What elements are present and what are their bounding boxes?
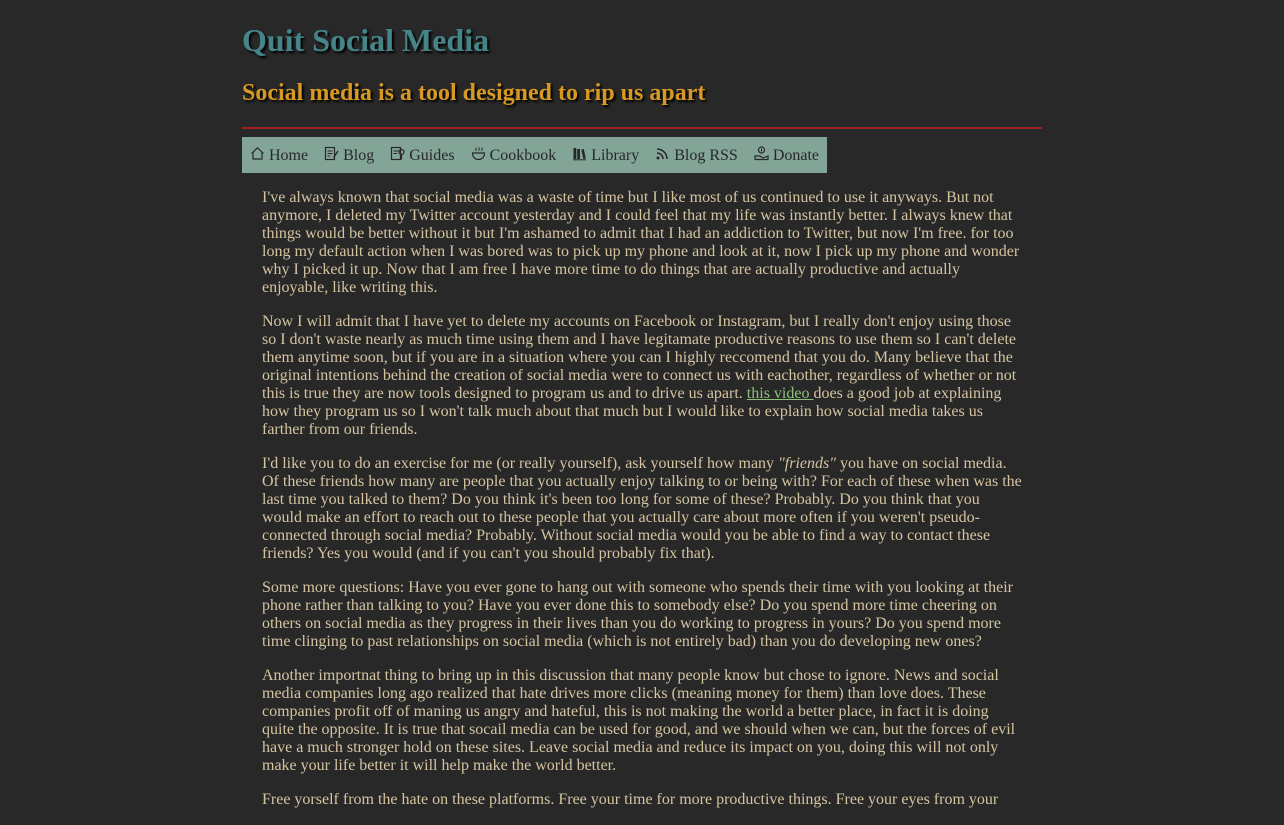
paragraph-text: you have on social media. Of these friends how many are people that you actually enjoy talking to or being with? For each of these when was the last time you talked to them? Do you think it's been too long for some of these? Probably. Do you think that you would make an effort to reach out to these people that you actually care about more often if you weren't pseudo-connected through social media? Probably. Without social media would you be able to find a way to contact these friends? Yes you would (and if you can't you should probably fix that). [262, 455, 1022, 562]
site-subtitle: Social media is a tool designed to rip us apart [242, 80, 706, 106]
paragraph-text: does a good job at explaining how they program us so I won't talk much about that much but I would like to explain how social media takes us farther from our friends. [262, 385, 1002, 438]
article-content [262, 189, 1022, 825]
site-title[interactable]: Quit Social Media [242, 22, 490, 58]
nav-item-label: Library [591, 147, 640, 164]
nav-item-label: Cookbook [489, 147, 557, 164]
main-nav [242, 137, 827, 173]
nav-item-blog-rss[interactable] [655, 145, 738, 165]
nav-item-donate[interactable] [754, 145, 819, 165]
nav-item-label: Guides [409, 147, 455, 164]
header-divider [242, 127, 1042, 129]
paragraph-5: Another importnat thing to bring up in this discussion that many people know but chose to ignore. News and social media companies long ago realized that hate drives more clicks (meaning money for them) than love does. These companies profit off of maning us angry and hateful, this is not making the world a better place, in fact it is doing quite the opposite. It is true that socail media can be used for good, and we should when we can, but the forces of evil have a much stronger hold on these sites. Leave social media and reduce its impact on you, doing this will not only make your life better it will help make the world better. [262, 667, 1016, 774]
paragraph-text: Now I will admit that I have yet to delete my accounts on Facebook or Instagram, but I really don't enjoy using those so I don't waste nearly as much time using them and I have legitamate productive reasons to use them so I can't delete them anytime soon, but if you are in a situation where you can I highly reccomend that you do. Many believe that the original intentions behind the creation of social media were to connect us with eachother, regardless of whether or not this is true they are now tools designed to program us and to drive us apart. [262, 313, 1017, 402]
home-icon [250, 146, 265, 161]
paragraph-text: I'd like you to do an exercise for me (or really yourself), ask yourself how many [262, 455, 779, 472]
this-video-link[interactable]: this video [746, 385, 814, 402]
nav-item-label: Home [269, 147, 309, 164]
paragraph-3 [262, 455, 1022, 563]
nav-item-library[interactable] [572, 145, 639, 165]
nav-item-home[interactable] [250, 145, 308, 165]
paragraph-2 [262, 313, 1022, 439]
paragraph-4: Some more questions: Have you ever gone to hang out with someone who spends their time with you looking at their phone rather than talking to you? Have you ever done this to somebody else? Do you spend more time cheering on others on social media as they progress in their lives than you do working to progress in yours? Do you spend more time clinging to past relationships on social media (which is not entirely bad) than you do developing new ones? [262, 579, 1013, 650]
blog-icon [324, 146, 339, 161]
guides-icon [390, 146, 405, 161]
paragraph-6: Free yorself from the hate on these platforms. Free your time for more productive things. Free your eyes from your [262, 791, 999, 808]
nav-item-label: Blog RSS [674, 147, 738, 164]
rss-icon [655, 146, 670, 161]
nav-item-cookbook[interactable] [471, 145, 557, 165]
nav-item-guides[interactable] [390, 145, 454, 165]
donate-icon [754, 146, 769, 161]
friends-emphasis: "friends" [778, 455, 836, 472]
nav-item-label: Donate [772, 147, 820, 164]
paragraph-1: I've always known that social media was a waste of time but I like most of us continued to use it anyways. But not anymore, I deleted my Twitter account yesterday and I could feel that my life was instantly better. I always knew that things would be better without it but I'm ashamed to admit that I had an addiction to Twitter, but now I'm free. for too long my default action when I was bored was to pick up my phone and look at it, now I pick up my phone and wonder why I picked it up. Now that I am free I have more time to do things that are actually productive and actually enjoyable, like writing this. [262, 189, 1020, 296]
nav-item-label: Blog [343, 147, 375, 164]
nav-item-blog[interactable] [324, 145, 374, 165]
cookbook-icon [471, 146, 486, 161]
library-icon [572, 146, 587, 161]
